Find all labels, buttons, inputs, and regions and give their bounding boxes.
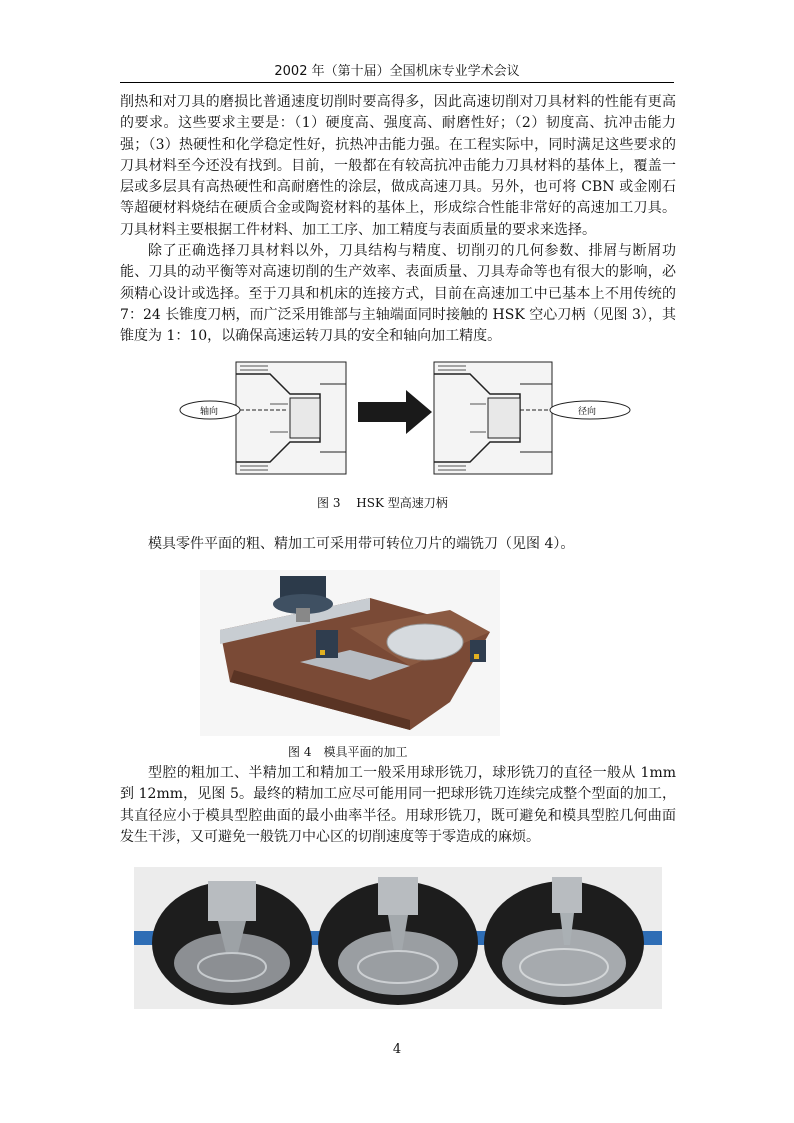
paragraph-3: 模具零件平面的粗、精加工可采用带可转位刀片的端铣刀（见图 4）。 — [148, 536, 575, 552]
paragraph-2: 除了正确选择刀具材料以外，刀具结构与精度、切削刃的几何参数、排屑与断屑功能、刀具的动平衡等对高速切削的生产效率、表面质量、刀具寿命等也有很大的影响，必须精心设计或选择。至于刀具和机床的连接方式，目前在高速加工中已基本上不用传统的 7：24 长锥度刀柄，而广泛采用锥部与主轴端面同时接触的 HSK 空心刀柄（见图 3），其锥度为 1：10，以确保高速运转刀具的安全和轴向加工精度。 — [120, 243, 676, 345]
header-rule — [120, 82, 674, 83]
paragraph-4: 型腔的粗加工、半精加工和精加工一般采用球形铣刀，球形铣刀的直径一般从 1mm 到 12mm，见图 5。最终的精加工应尽可能用同一把球形铣刀连续完成整个型面的加工，其直径应小于模具型腔曲面的最小曲率半径。用球形铣刀，既可避免和模具型腔几何曲面发生干涉，又可避免一般铣刀中心区的切削速度等于零造成的麻烦。 — [120, 765, 676, 845]
fig3-right-tag: 径向 — [578, 407, 597, 417]
figure-3-caption: 图 3 HSK 型高速刀柄 — [317, 496, 448, 510]
paragraph-1: 削热和对刀具的磨损比普通速度切削时要高得多，因此高速切削对刀具材料的性能有更高的要求。这些要求主要是：（1）硬度高、强度高、耐磨性好；（2）韧度高、抗冲击能力强；（3）热硬性和化学稳定性好，抗热冲击能力强。在工程实际中，同时满足这些要求的刀具材料至今还没有找到。目前，一般都在有较高抗冲击能力刀具材料的基体上，覆盖一层或多层具有高热硬性和高耐磨性的涂层，做成高速刀具。另外，也可将 CBN 或金刚石等超硬材料烧结在硬质合金或陶瓷材料的基体上，形成综合性能非常好的高速加工刀具。刀具材料主要根据工件材料、加工工序、加工精度与表面质量的要求来选择。 — [120, 94, 676, 238]
ball-end-mill-photos — [134, 867, 662, 1009]
mold-plane-photo — [200, 570, 500, 736]
figure-4-image — [200, 570, 500, 736]
figure-5-image — [134, 867, 662, 1009]
running-header: 2002 年（第十届）全国机床专业学术会议 — [274, 64, 520, 79]
figure-4-caption: 图 4 模具平面的加工 — [288, 745, 408, 759]
fig3-left-tag: 轴向 — [200, 407, 219, 417]
hsk-drawing — [170, 354, 635, 482]
figure-3-hsk-holder — [170, 354, 635, 482]
page-number: 4 — [392, 1042, 402, 1057]
